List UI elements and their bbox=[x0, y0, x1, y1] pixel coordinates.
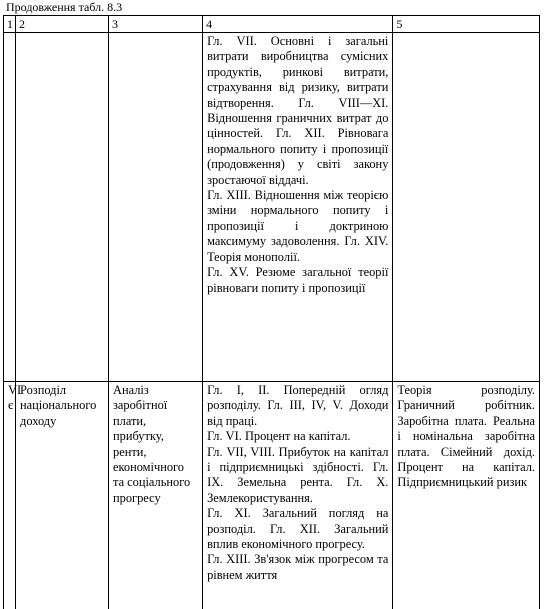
cell-empty bbox=[16, 33, 109, 382]
cell-empty bbox=[4, 33, 16, 382]
header-cell-3: 3 bbox=[109, 16, 203, 33]
book-title-cell: Розподіл національного доходу bbox=[16, 382, 109, 609]
chapters-paragraph: Гл. VII, VIII. Прибуток на капітал і підприємницькі здібності. Гл. IX. Земельна рента. Гл. X. Землекористування. bbox=[207, 445, 388, 507]
chapters-paragraph: Гл. XIII. Відношення між теорією зміни нормального попиту і пропозиції і доктриною максимуму задоволення. Гл. XIV. Теорія монополії. bbox=[207, 188, 388, 265]
chapters-cell bbox=[203, 382, 393, 609]
table-row bbox=[4, 33, 540, 382]
chapters-paragraph: Гл. XIII. Зв'язок між прогресом та рівнем життя bbox=[207, 552, 388, 583]
header-cell-5: 5 bbox=[393, 16, 540, 33]
chapters-paragraph: Гл. I, II. Попередній огляд розподілу. Гл. III, IV, V. Доходи від праці. bbox=[207, 383, 388, 429]
table-caption: Продовження табл. 8.3 bbox=[6, 0, 122, 14]
chapters-cell bbox=[203, 33, 393, 382]
header-cell-2: 2 bbox=[16, 16, 109, 33]
chapters-paragraph: Гл. XV. Резюме загальної теорії рівноваги попиту і пропозиції bbox=[207, 265, 388, 296]
book-number-cell: VI є bbox=[4, 382, 16, 609]
header-row bbox=[4, 16, 540, 33]
table-row bbox=[4, 382, 540, 609]
chapters-paragraph: Гл. VI. Процент на капітал. bbox=[207, 429, 388, 444]
concepts-cell: Теорія розподілу. Граничний робітник. Заробітна плата. Реальна і номінальна заробітна плата. Сімейний дохід. Процент на капітал. Підприємницький ризик bbox=[393, 382, 540, 609]
header-cell-1: 1 bbox=[4, 16, 16, 33]
cell-empty bbox=[109, 33, 203, 382]
analysis-cell: Аналіз заробітної плати, прибутку, ренти, економічного та соціального прогресу bbox=[109, 382, 203, 609]
chapters-paragraph: Гл. XI. Загальний погляд на розподіл. Гл. XII. Загальний вплив економічного прогресу. bbox=[207, 506, 388, 552]
header-cell-4: 4 bbox=[203, 16, 393, 33]
chapters-paragraph: Гл. VII. Основні і загальні витрати виробництва сумісних продуктів, ринкові витрати, страхування від ризику, витрати відтворення. Гл. VIII—XI. Відношення граничних витрат до цінностей. Гл. XII. Рівновага нормального попиту і пропозиції (продовження) у світі закону зростаючої віддачі. bbox=[207, 34, 388, 188]
content-table bbox=[3, 15, 540, 609]
cell-empty bbox=[393, 33, 540, 382]
